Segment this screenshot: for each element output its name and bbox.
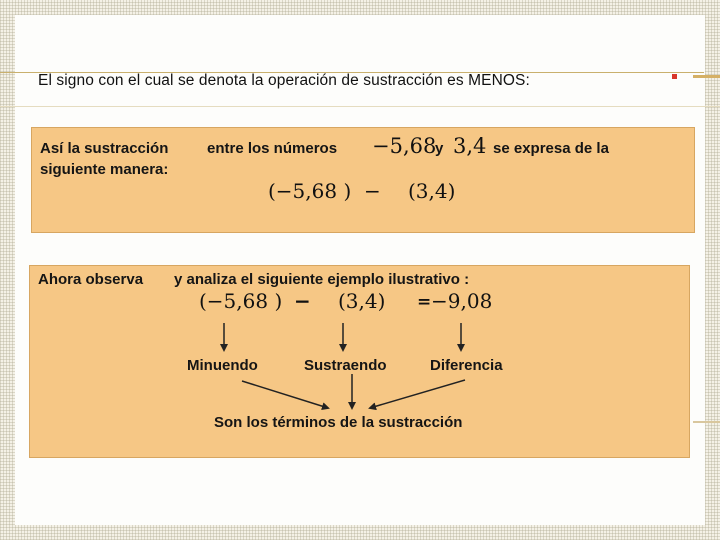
label-subtrahend: Sustraendo (304, 357, 387, 374)
right-ribbon (693, 75, 720, 78)
box2-text-b: y analiza el siguiente ejemplo ilustrativo : (174, 271, 470, 288)
box1-text-c: se expresa de la (493, 140, 609, 157)
box2-expression-equals: = (417, 292, 432, 312)
box1-number-1: −5,68 (372, 134, 437, 158)
slide-heading: El signo con el cual se denota la operación de sustracción es MENOS: (38, 72, 530, 89)
box1-expression-right: (3,4) (408, 179, 456, 203)
box1-text-line2: siguiente manera: (40, 161, 169, 178)
box1-number-2: 3,4 (453, 134, 487, 158)
top-rule-light (0, 106, 720, 107)
box1-conjunction: y (435, 140, 444, 157)
box1-expression-operator: − (364, 179, 381, 203)
box1-text-a: Así la sustracción (40, 140, 169, 157)
box2-text-a: Ahora observa (38, 271, 144, 288)
box1-text-b: entre los números (207, 140, 338, 157)
right-ribbon-lower (693, 421, 720, 423)
box2-expression-left: (−5,68 ) (199, 289, 283, 313)
heading-bullet-icon (672, 74, 677, 79)
label-difference: Diferencia (430, 357, 503, 374)
box2-expression-right: (3,4) (338, 289, 386, 313)
box2-expression-operator: − (294, 289, 311, 313)
label-minuend: Minuendo (187, 357, 258, 374)
box1-expression-left: (−5,68 ) (268, 179, 352, 203)
terms-caption: Son los términos de la sustracción (214, 414, 463, 431)
example-box (29, 265, 690, 458)
box2-expression-result: −9,08 (431, 289, 493, 313)
definition-box (31, 127, 695, 233)
